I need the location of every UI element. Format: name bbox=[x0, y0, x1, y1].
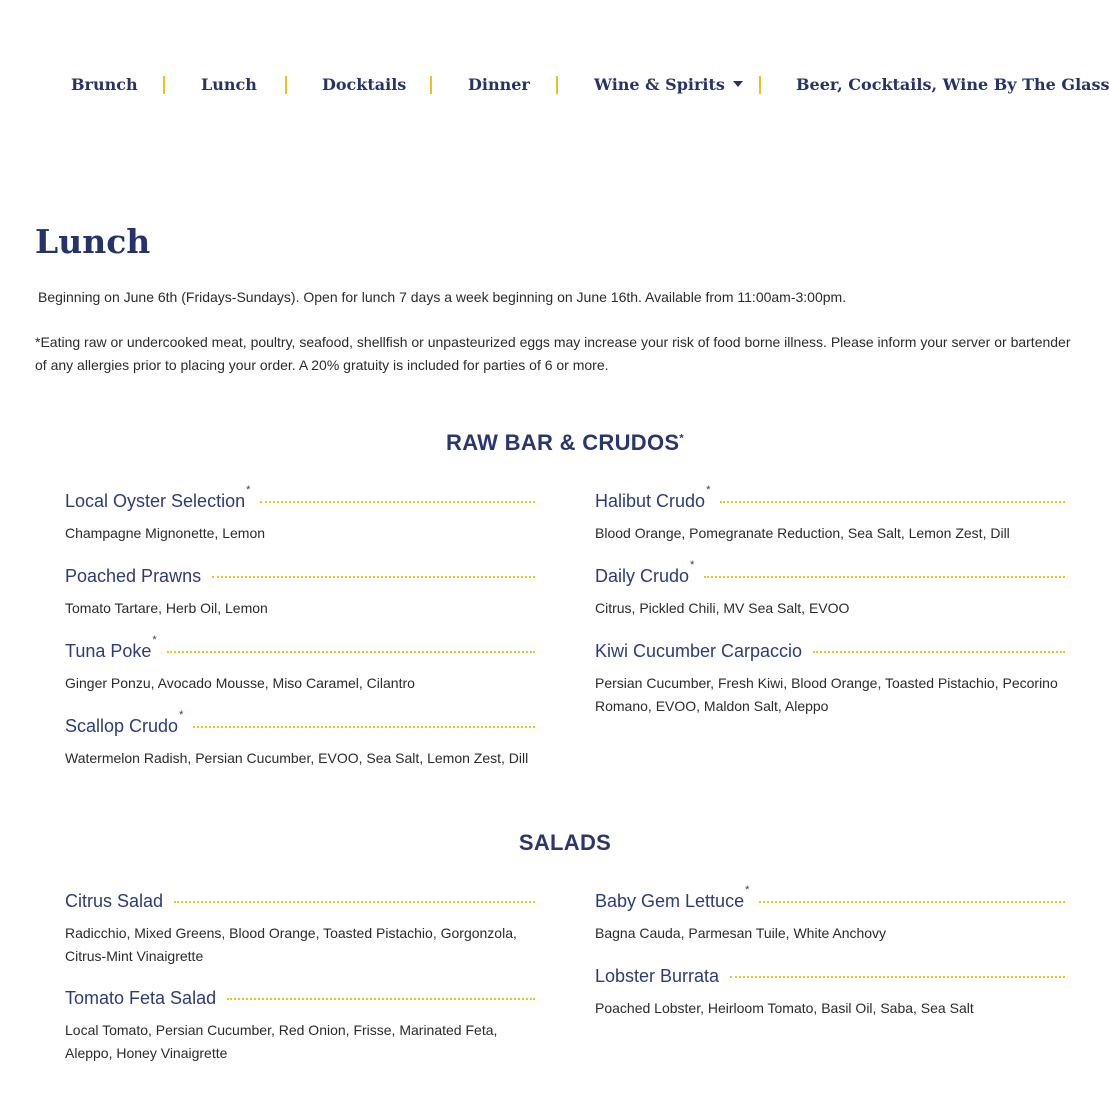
menu-item bbox=[65, 484, 535, 545]
dotted-leader bbox=[167, 651, 535, 653]
menu-item-name: Halibut Crudo* bbox=[595, 484, 711, 511]
menu-item bbox=[65, 985, 535, 1065]
dotted-leader bbox=[227, 998, 535, 1000]
menu-item-name: Tomato Feta Salad bbox=[65, 988, 217, 1008]
menu-item-description: Persian Cucumber, Fresh Kiwi, Blood Orange, Toasted Pistachio, Pecorino Romano, EVOO, Maldon Salt, Aleppo bbox=[595, 675, 1058, 714]
menu-item-description: Blood Orange, Pomegranate Reduction, Sea Salt, Lemon Zest, Dill bbox=[595, 525, 1010, 541]
section-title-raw-bar bbox=[0, 430, 1110, 456]
nav-item-brunch[interactable]: Brunch bbox=[71, 75, 138, 94]
nav-item-wine-spirits[interactable] bbox=[594, 73, 743, 97]
nav-separator bbox=[430, 76, 432, 94]
menu-item bbox=[595, 559, 1065, 620]
nav-item-beer-cocktails-wine[interactable]: Beer, Cocktails, Wine By The Glass bbox=[796, 75, 1110, 94]
menu-item-description: Ginger Ponzu, Avocado Mousse, Miso Caramel, Cilantro bbox=[65, 675, 415, 691]
menu-item-description: Radicchio, Mixed Greens, Blood Orange, Toasted Pistachio, Gorgonzola, Citrus-Mint Vinaigrette bbox=[65, 925, 517, 964]
menu-item bbox=[595, 884, 1065, 945]
nav-separator bbox=[759, 76, 761, 94]
intro-text: Beginning on June 6th (Fridays-Sundays). Open for lunch 7 days a week beginning on June 16th. Available from 11:00am-3:00pm. bbox=[38, 289, 847, 305]
page-title: Lunch bbox=[35, 222, 151, 261]
menu-item-name: Baby Gem Lettuce* bbox=[595, 884, 750, 911]
menu-item-name: Daily Crudo* bbox=[595, 559, 695, 586]
dotted-leader bbox=[730, 976, 1065, 978]
menu-item bbox=[595, 963, 1065, 1020]
dotted-leader bbox=[212, 576, 535, 578]
menu-item bbox=[595, 638, 1065, 718]
nav-item-dinner[interactable]: Dinner bbox=[468, 75, 530, 94]
menu-item-description: Watermelon Radish, Persian Cucumber, EVOO, Sea Salt, Lemon Zest, Dill bbox=[65, 750, 529, 766]
menu-item bbox=[65, 888, 535, 968]
dotted-leader bbox=[260, 501, 535, 503]
menu-item bbox=[65, 709, 535, 770]
nav-item-docktails[interactable]: Docktails bbox=[322, 75, 407, 94]
menu-item-name: Kiwi Cucumber Carpaccio bbox=[595, 641, 803, 661]
nav-separator bbox=[285, 76, 287, 94]
chevron-down-icon[interactable] bbox=[733, 81, 743, 87]
menu-item-description: Tomato Tartare, Herb Oil, Lemon bbox=[65, 600, 268, 616]
menu-item bbox=[595, 484, 1065, 545]
menu-item bbox=[65, 634, 535, 695]
menu-item-description: Bagna Cauda, Parmesan Tuile, White Anchovy bbox=[595, 925, 887, 941]
dotted-leader bbox=[720, 501, 1065, 503]
dotted-leader bbox=[759, 901, 1065, 903]
nav-separator bbox=[163, 76, 165, 94]
dotted-leader bbox=[193, 726, 535, 728]
asterisk-mark: * bbox=[679, 432, 684, 445]
menu-item bbox=[65, 563, 535, 620]
dotted-leader bbox=[704, 576, 1065, 578]
menu-item-name: Scallop Crudo* bbox=[65, 709, 184, 736]
nav-item-wine-spirits-label: Wine & Spirits bbox=[594, 75, 725, 94]
menu-item-description: Citrus, Pickled Chili, MV Sea Salt, EVOO bbox=[595, 600, 850, 616]
dotted-leader bbox=[813, 651, 1065, 653]
menu-item-description: Local Tomato, Persian Cucumber, Red Onion, Frisse, Marinated Feta, Aleppo, Honey Vinaigrette bbox=[65, 1022, 498, 1061]
disclaimer-text: *Eating raw or undercooked meat, poultry, seafood, shellfish or unpasteurized eggs may increase your risk of food borne illness. Please inform your server or bartender of any allergies prior to placing your order. A 20% gratuity is included for parties of 6 or more. bbox=[35, 334, 1071, 373]
menu-item-name: Local Oyster Selection* bbox=[65, 484, 251, 511]
menu-item-description: Champagne Mignonette, Lemon bbox=[65, 525, 266, 541]
menu-nav bbox=[0, 73, 1110, 97]
nav-item-lunch[interactable]: Lunch bbox=[201, 75, 257, 94]
menu-item-name: Tuna Poke* bbox=[65, 634, 157, 661]
dotted-leader bbox=[174, 901, 535, 903]
menu-item-name: Citrus Salad bbox=[65, 891, 164, 911]
nav-separator bbox=[556, 76, 558, 94]
section-title-text: RAW BAR & CRUDOS bbox=[446, 430, 680, 455]
menu-item-name: Poached Prawns bbox=[65, 566, 202, 586]
menu-item-name: Lobster Burrata bbox=[595, 966, 720, 986]
section-title-salads: SALADS bbox=[518, 830, 612, 855]
menu-item-description: Poached Lobster, Heirloom Tomato, Basil Oil, Saba, Sea Salt bbox=[595, 1000, 974, 1016]
